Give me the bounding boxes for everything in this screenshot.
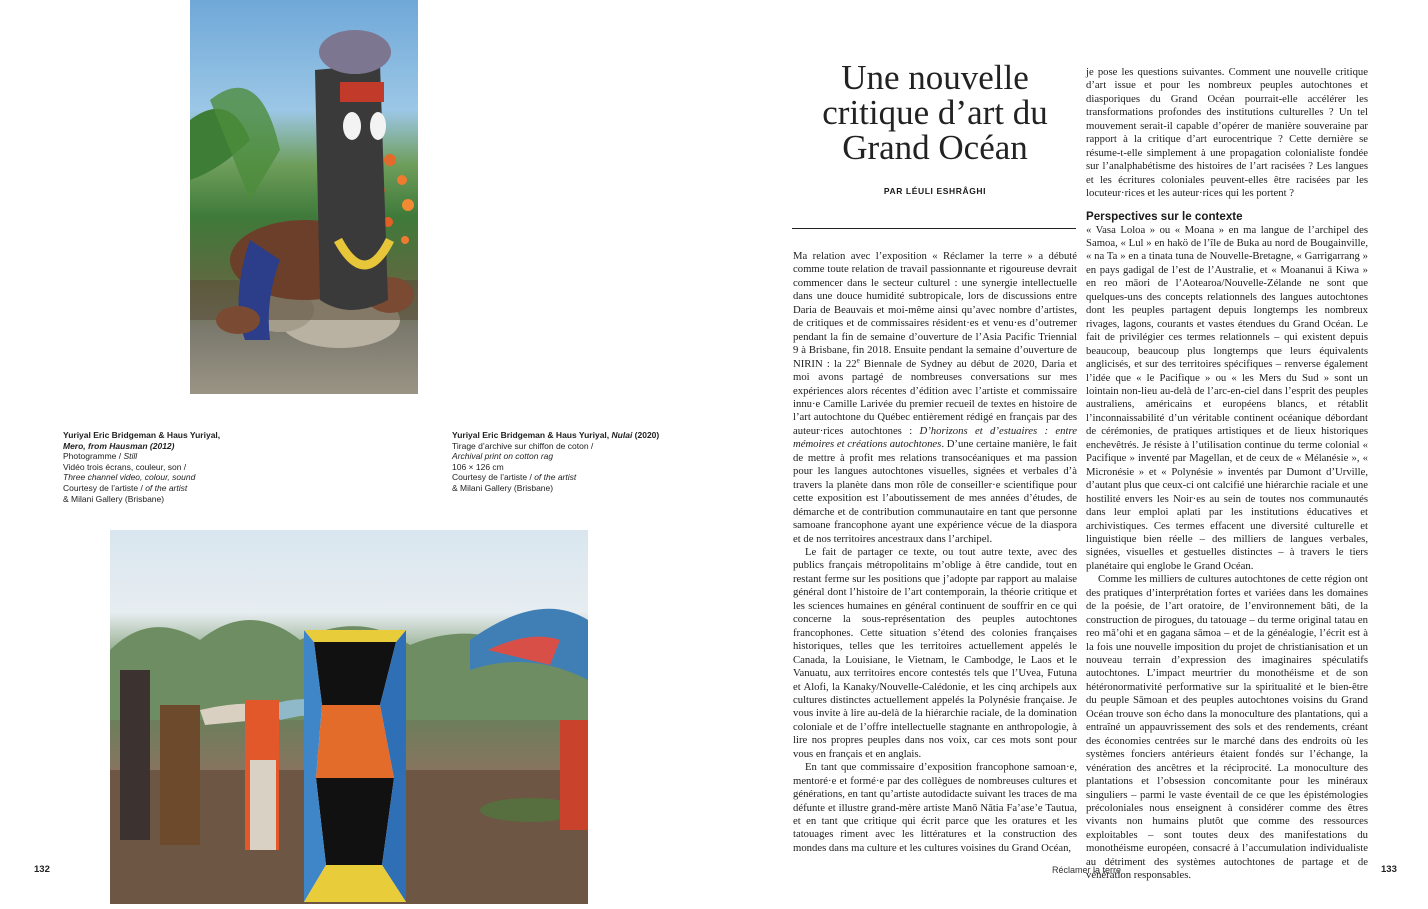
body-paragraph-2: Le fait de partager ce texte, ou tout autre texte, avec des publics français métropolitains m’oblige à être candide, tout en restant ferme sur les positions que j’adopte par rapport au malaise général dont l’histoire de l’art contemporain, la théorie critique et les sciences humaines en général continuent de souffrir en ce qui concerne la sous-représentation des peuples autochtones francophones. Cette situation s’étend des colonies françaises historiques, telles que les territoires actuellement appelés le Canada, la Louisiane, le Vietnam, le Cambodge, le Laos et le Vanuatu, aux territoires encore contestés tels que l’Uvea, Futuna et Alofi, la Kanaky/Nouvelle-Calédonie, et les cinq archipels aux cultures distinctes actuellement appelés la Polynésie française. Je vous invite à lire au-delà de la hiérarchie raciale, de la domination coloniale et de l’offre intellectuelle stagnante en anthropologie, à lire nos propres peuples dans nos voix, car ces mots sont pour vous en français et en anglais. bbox=[793, 545, 1077, 760]
caption-left-courtesy: Courtesy de l’artiste / of the artist bbox=[63, 482, 188, 493]
body-paragraph-6: Comme les milliers de cultures autochtones de cette région ont des pratiques d’interprétation fortes et variées dans les domaines de la poésie, de l’art oratoire, de l’environnement bâti, de la construction de pirogues, du tatouage – du terme original tatau en reo mā’ohi et en gagana sāmoa – et de la généalogie, l’écrit est à la fois une nouvelle imposition du projet de christianisation et un nouveau terrain d’expression des imaginaires spéculatifs autochtones. L’impact meurtrier du monothéisme et de son hétéronormativité performative sur la spiritualité et le bien-être du peuple Sāmoan et des peuples autochtones voisins du Grand Océan trouve son écho dans la monoculture des plantations, qui a entraîné un appauvrissement des sols et des rendements, créant des économies centrées sur le marché dans des endroits où les systèmes fonciers antérieurs étaient fondés sur l’échange, la vénération des ancêtres et la réciprocité. La monoculture des plantations et l’obsession concomitante pour les minéraux singuliers – parmi le vaste éventail de ce que les épistémologies précoloniales nous enseignent à considérer comme des êtres vivants non humains plutôt que comme des ressources exploitables – sont toutes deux des manifestations du monothéisme européen, consacré à l’accumulation individualiste au détriment des systèmes autochtones de partage et de vénération responsables. bbox=[1086, 573, 1368, 882]
caption-right-artist-title: Yuriyal Eric Bridgeman & Haus Yuriyal, Nulai (2020) bbox=[452, 430, 660, 440]
article-title-line-2: critique d’art du bbox=[822, 93, 1048, 132]
section-heading: Perspectives sur le contexte bbox=[1086, 209, 1243, 223]
photo-nulai-illustration bbox=[110, 530, 588, 904]
caption-right bbox=[452, 430, 672, 494]
page-number-left: 132 bbox=[34, 864, 50, 875]
photo-mero-illustration bbox=[190, 0, 418, 394]
caption-left-medium-en: Three channel video, colour, sound bbox=[63, 472, 196, 483]
page-number-right: 133 bbox=[1381, 864, 1397, 875]
caption-right-dimensions: 106 × 126 cm bbox=[452, 461, 504, 472]
photo-mero-from-hausman bbox=[190, 0, 418, 394]
caption-right-medium-fr: Tirage d’archive sur chiffon de coton / bbox=[452, 440, 594, 451]
body-paragraph-5: « Vasa Loloa » ou « Moana » en ma langue de l’archipel des Samoa, « Lul » en hakö de l’île de Buka au nord de Bougainville, « na Ta » en a tinata tuna de Nouvelle-Bretagne, « Garrigarrang » en pays gadigal de l’est de l’Australie, et « Moananui ā Kiwa » en reo māori de l’Aotearoa/Nouvelle-Zélande ne sont que quelques-uns des concepts relationnels des langues autochtones dont les peuples partagent depuis longtemps les nombreux rivages, lagons, courants et vastes étendues du Grand Océan. Le fait de privilégier ces termes relationnels – qui existent depuis beaucoup, beaucoup plus longtemps que leurs équivalents anglicisés, et sur des territoires spécifiques – renverse également l’idée que « le Pacifique » ou « les Mers du Sud » sont un lointain non-lieu au-delà de l’arc-en-ciel dans l’esprit des peuples australiens, américains et européens blancs, et rétablit l’inconnaissabilité d’un véritable continent océanique débordant de cérémonies, de pratiques artistiques et de lieux historiques enchevêtrés. Je résiste à l’utilisation continue du terme colonial « Pacifique » inventé par Magellan, et de ceux de « Mélanésie », « Micronésie » et « Polynésie » inventés par Dumont d’Urville, d’autant plus que ceux-ci ont calcifié une hiérarchie raciale et une hostilité envers les Noir·es au sein de toutes nos communautés dans leur emploi aplati par les institutions éducatives et archivistiques. Ces termes effacent une diversité culturelle et linguistique bien réelle – des milliers de langues verbales, signées, visuelles et gestuelles distinctes – à travers le tiers planétaire qui englobe le Grand Océan. bbox=[1086, 223, 1368, 572]
title-rule bbox=[792, 228, 1076, 229]
article-title-line-1: Une nouvelle bbox=[841, 58, 1029, 97]
caption-right-courtesy: Courtesy de l’artiste / of the artist bbox=[452, 472, 577, 483]
caption-left-artist: Yuriyal Eric Bridgeman & Haus Yuriyal, bbox=[63, 430, 221, 440]
article-title bbox=[790, 60, 1080, 165]
caption-left-gallery: & Milani Gallery (Brisbane) bbox=[63, 493, 165, 504]
article-byline: PAR LÉULI ESHRÂGHI bbox=[883, 186, 987, 196]
photo-nulai bbox=[110, 530, 588, 904]
body-column-left bbox=[793, 250, 1077, 854]
body-paragraph-1: Ma relation avec l’exposition « Réclamer la terre » a débuté comme toute relation de travail passionnante et rigoureuse devrait commencer dans le secteur culturel : une synergie intellectuelle dans une douce humidité subtropicale, lors de discussions entre Daria de Beauvais et moi-même ainsi qu’avec nombre d’artistes, de critiques et de commissaires résident·es et venu·es d’outremer pendant la fin de semaine d’ouverture de l’Asia Pacific Triennial 9 à Brisbane, fin 2018. Ensuite pendant la semaine d’ouverture de NIRIN : la 22e Biennale de Sydney au début de 2020, Daria et moi avons partagé de nombreuses conversations sur mes expériences alors récentes d’édition avec l’artiste et commissaire innu·e Camille Larivée du premier recueil de textes en histoire de l’art autochtone du Québec entièrement rédigé en français par des auteur·rices autochtones : D’horizons et d’estuaires : entre mémoires et créations autochtones. D’une certaine manière, le fait de mettre à profit mes relations transocéaniques et ma passion pour les langues autochtones visuelles, signées et verbales d’à travers la planète dans mon rôle de conseiller·e scientifique pour cette exposition est l’aboutissement de mes années d’études, de démarche et de contribution communautaire en tant que personne samoane francophone ayant une expérience vécue de la diaspora et de nos territoires ancestraux dans l’archipel. bbox=[793, 250, 1077, 545]
body-paragraph-4: je pose les questions suivantes. Comment une nouvelle critique d’art issue et pour les nombreux peuples autochtones et diasporiques du Grand Océan pourrait-elle accélérer les transformations profondes des institutions culturelles ? Un tel mouvement serait-il capable d’opérer de manière souveraine par rapport à la critique d’art eurocentrique ? Cette dernière se résume-t-elle simplement à une propagation colonialiste fondée sur l’analphabétisme des histoires de l’art racisées ? Les langues et les écritures coloniales peuvent-elles être racisées par les locuteur·rices et les auteur·rices qui les portent ? bbox=[1086, 66, 1368, 200]
caption-right-medium-en: Archival print on cotton rag bbox=[452, 451, 554, 462]
caption-left-medium-line: Photogramme / Still bbox=[63, 451, 138, 462]
running-title: Réclamer la terre bbox=[1052, 865, 1122, 875]
caption-left-work-title: Mero, from Hausman (2012) bbox=[63, 440, 175, 451]
caption-left bbox=[63, 430, 263, 504]
caption-left-medium-fr: Vidéo trois écrans, couleur, son / bbox=[63, 461, 187, 472]
article-title-line-3: Grand Océan bbox=[842, 128, 1028, 167]
body-paragraph-3: En tant que commissaire d’exposition francophone samoan·e, mentoré·e et formé·e par des collègues de nombreuses cultures et générations, en tant qu’artiste autodidacte suivant les traces de ma défunte et illustre grand-mère artiste Manō Nātia Fa’ase’e Tautua, et en tant que critique qui écrit parce que les oratures et les tatouages riment avec les littératures et la construction des mondes dans ma culture et les cultures voisines du Grand Océan, bbox=[793, 761, 1077, 854]
caption-right-gallery: & Milani Gallery (Brisbane) bbox=[452, 482, 554, 493]
